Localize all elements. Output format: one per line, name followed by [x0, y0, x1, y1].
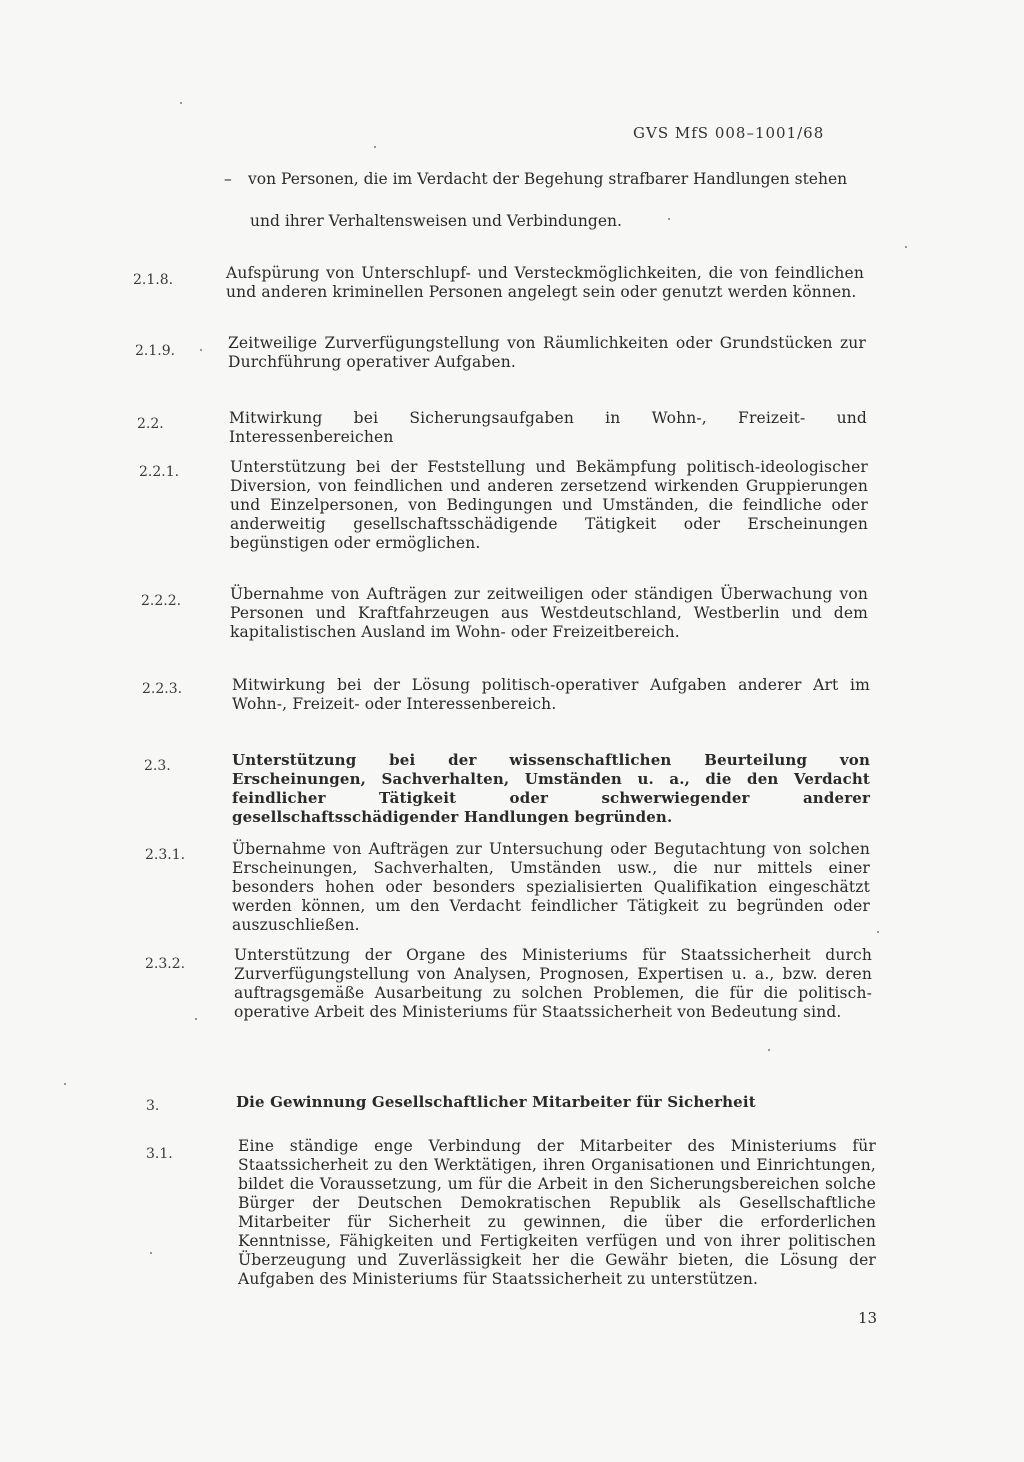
section-number: 2.2.1.: [139, 464, 180, 480]
section-text: Unterstützung bei der Feststellung und Bekämpfung politisch-ideologischer Diversion, von feindlichen und anderen zersetzend wirkenden Gruppierungen und Einzelpersonen, von Bedingungen und Umständen, die feindliche oder anderweitig gesellschaftsschädigende Tätigkeit oder Erscheinungen begünstigen oder ermöglichen.: [230, 458, 868, 552]
dash-item-line-2: und ihrer Verhaltensweisen und Verbindungen.: [250, 212, 622, 230]
section-number: 2.2.2.: [141, 593, 182, 609]
scan-speck: [905, 246, 907, 248]
section-text: Übernahme von Aufträgen zur Untersuchung oder Begutachtung von solchen Erscheinungen, Sachverhalten, Umständen usw., die nur mittels einer besonders hohen oder besonders spezialisierten Qualifikation eingeschätzt werden können, um den Verdacht feindlicher Tätigkeit zu begründen oder auszuschließen.: [232, 840, 870, 934]
section-text: Unterstützung der Organe des Ministeriums für Staatssicherheit durch Zurverfügungstellung von Analysen, Prognosen, Expertisen u. a., bzw. deren auftragsgemäße Ausarbeitung zu solchen Problemen, die für die politisch-operative Arbeit des Ministeriums für Staatssicherheit von Bedeutung sind.: [234, 946, 872, 1021]
section-heading: Die Gewinnung Gesellschaftlicher Mitarbeiter für Sicherheit: [236, 1093, 756, 1111]
section-number: 2.2.: [137, 416, 164, 432]
dash-marker: –: [224, 170, 232, 188]
scan-speck: [64, 1083, 66, 1085]
section-heading: Unterstützung bei der wissenschaftlichen Beurteilung von Erscheinungen, Sachverhalten, Umständen u. a., die den Verdacht feindlicher Tätigkeit oder schwerwiegender anderer gesellschaftsschädigender Handlungen begründen.: [232, 751, 870, 826]
section-number: 2.3.: [144, 758, 171, 774]
section-number: 2.1.8.: [133, 272, 174, 288]
scan-speck: [668, 218, 670, 220]
page-number: 13: [858, 1309, 878, 1327]
document-reference: GVS MfS 008–1001/68: [633, 124, 825, 142]
section-number: 3.: [146, 1098, 160, 1114]
scan-speck: [180, 102, 182, 104]
scan-speck: [150, 1252, 152, 1254]
scan-speck: [374, 146, 376, 148]
scan-speck: [877, 931, 879, 933]
section-number: 2.3.2.: [145, 956, 186, 972]
section-number: 2.1.9.: [135, 343, 176, 359]
section-text: Zeitweilige Zurverfügungstellung von Räumlichkeiten oder Grundstücken zur Durchführung operativer Aufgaben.: [228, 334, 866, 371]
section-text: Mitwirkung bei der Lösung politisch-operativer Aufgaben anderer Art im Wohn-, Freizeit- oder Interessenbereich.: [232, 676, 870, 713]
section-heading: Mitwirkung bei Sicherungsaufgaben in Wohn-, Freizeit- und Interessenbereichen: [229, 409, 867, 446]
section-text: Eine ständige enge Verbindung der Mitarbeiter des Ministeriums für Staatssicherheit zu den Werktätigen, ihren Organisationen und Einrichtungen, bildet die Voraussetzung, um für die Arbeit in den Sicherungsbereichen solche Bürger der Deutschen Demokratischen Republik als Gesellschaftliche Mitarbeiter für Sicherheit zu gewinnen, die über die erforderlichen Kenntnisse, Fähigkeiten und Fertigkeiten verfügen und von ihrer politischen Überzeugung und Zuverlässigkeit her die Gewähr bieten, die Lösung der Aufgaben des Ministeriums für Staatssicherheit zu unterstützen.: [238, 1137, 876, 1288]
dash-list-item: [224, 170, 874, 188]
scan-speck: [195, 1018, 197, 1020]
scan-speck: [768, 1049, 770, 1051]
scan-speck: [200, 349, 202, 351]
section-text: Übernahme von Aufträgen zur zeitweiligen oder ständigen Überwachung von Personen und Kraftfahrzeugen aus Westdeutschland, Westberlin und dem kapitalistischen Ausland im Wohn- oder Freizeitbereich.: [230, 585, 868, 641]
section-text: Aufspürung von Unterschlupf- und Versteckmöglichkeiten, die von feindlichen und anderen kriminellen Personen angelegt sein oder genutzt werden können.: [226, 264, 864, 301]
dash-item-line-1: von Personen, die im Verdacht der Begehung strafbarer Handlungen stehen: [248, 170, 848, 188]
section-number: 3.1.: [146, 1146, 173, 1162]
section-number: 2.2.3.: [142, 681, 183, 697]
section-number: 2.3.1.: [145, 847, 186, 863]
